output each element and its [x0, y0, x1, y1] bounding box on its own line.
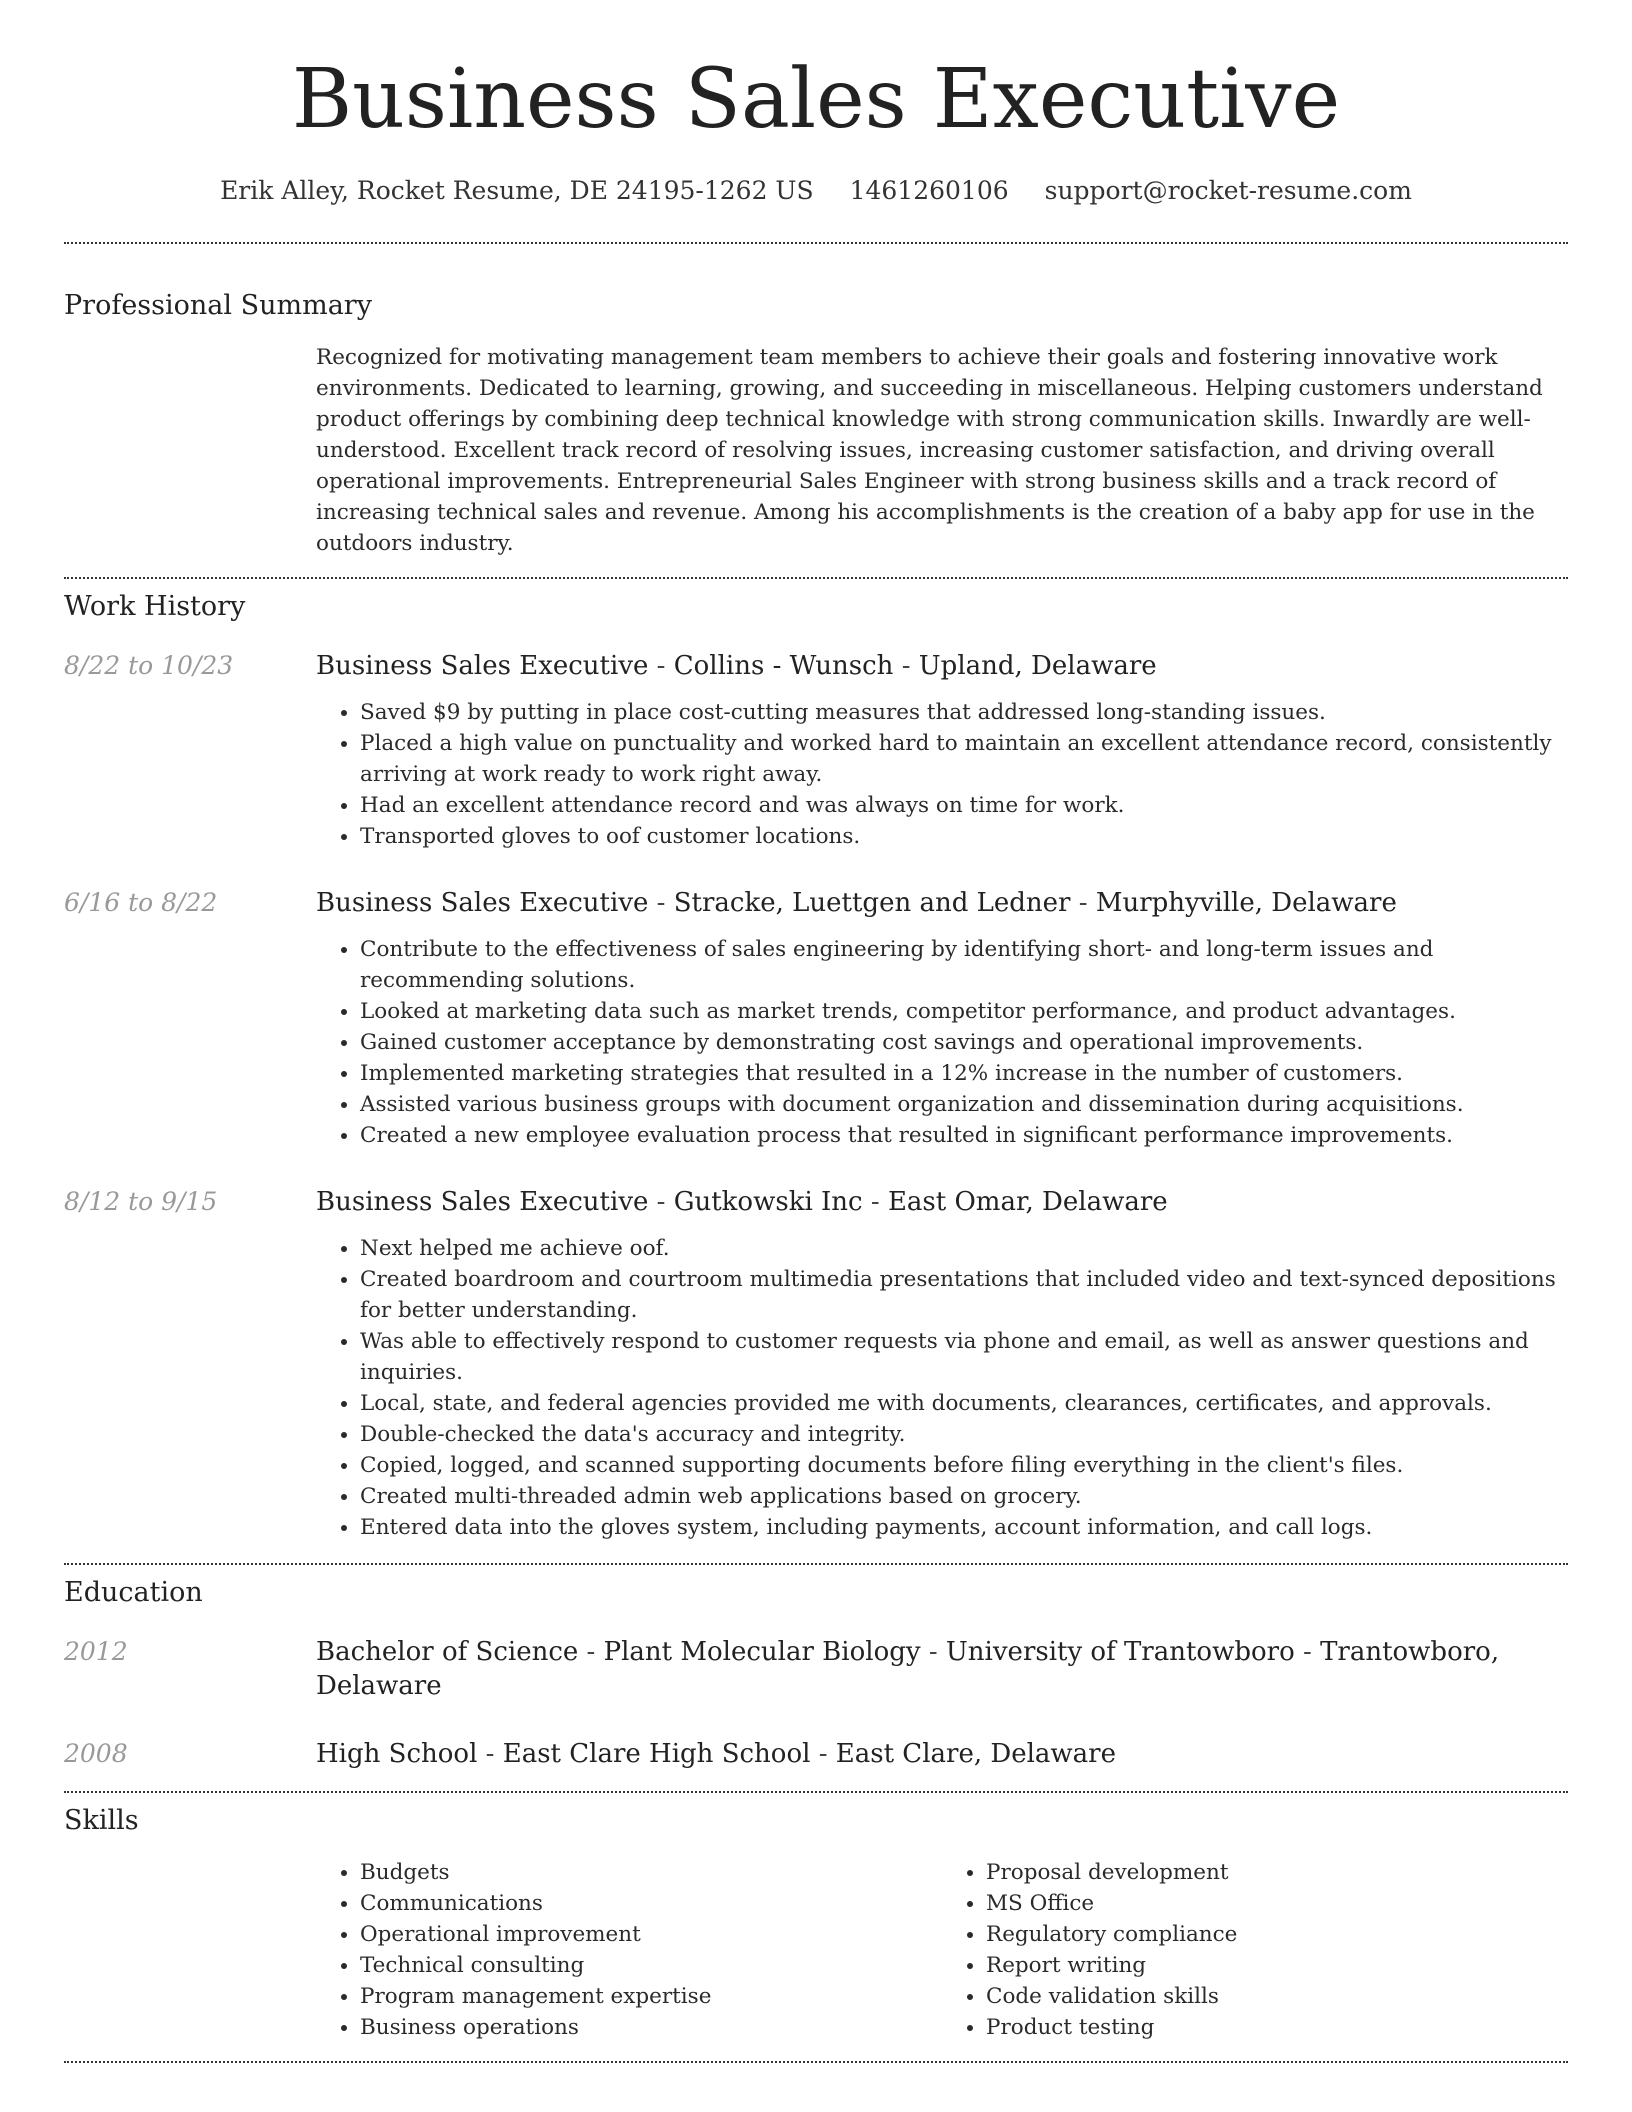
job-bullet: • Was able to effectively respond to customer requests via phone and email, as well as answer questions and inquiries.: [360, 1326, 1568, 1388]
job-bullet: • Contribute to the effectiveness of sales engineering by identifying short- and long-term issues and recommending solutions.: [360, 934, 1568, 996]
job-title: Business Sales Executive: [316, 1187, 649, 1217]
job-entry: [64, 886, 1568, 1151]
education-entry: 2008 High School - East Clare High School - East Clare, Delaware: [64, 1739, 1116, 1769]
skill-item: • Business operations: [360, 2012, 942, 2043]
summary-heading: Professional Summary: [64, 290, 372, 321]
job-bullet: • Created a new employee evaluation process that resulted in significant performance improvements.: [360, 1120, 1568, 1151]
education-location: East Clare, Delaware: [835, 1739, 1116, 1769]
job-title: Business Sales Executive: [316, 888, 649, 918]
education-heading: Education: [64, 1577, 203, 1608]
skill-item: • Regulatory compliance: [986, 1919, 1568, 1950]
job-bullet: • Implemented marketing strategies that resulted in a 12% increase in the number of customers.: [360, 1058, 1568, 1089]
skill-item: • Report writing: [986, 1950, 1568, 1981]
education-degree: Bachelor of Science: [316, 1637, 579, 1667]
skills-section: [64, 1793, 1568, 2043]
job-location: Upland, Delaware: [918, 651, 1157, 681]
resume-title: Business Sales Executive: [291, 52, 1341, 147]
job-dates: 6/16 to 8/22: [64, 888, 218, 917]
job-entry: [64, 1185, 1568, 1543]
skill-item: • Operational improvement: [360, 1919, 942, 1950]
section-divider: [64, 2061, 1568, 2063]
job-bullet: • Entered data into the gloves system, including payments, account information, and call logs.: [360, 1512, 1568, 1543]
skills-column: [942, 1857, 1568, 2043]
job-location: East Omar, Delaware: [887, 1187, 1168, 1217]
skill-item: • Technical consulting: [360, 1950, 942, 1981]
job-dates: 8/22 to 10/23: [64, 651, 234, 680]
job-bullet: • Created boardroom and courtroom multimedia presentations that included video and text-synced depositions for better understanding.: [360, 1264, 1568, 1326]
skill-item: • Product testing: [986, 2012, 1568, 2043]
job-heading: Business Sales Executive - Collins - Wunsch - Upland, Delaware: [316, 651, 1157, 681]
education-entry: 2012 Bachelor of Science - Plant Molecular Biology - University of Trantowboro - Trantowboro, Delaware: [64, 1637, 1500, 1701]
skill-item: • Code validation skills: [986, 1981, 1568, 2012]
job-entry: [64, 649, 1568, 852]
job-title: Business Sales Executive: [316, 651, 649, 681]
job-company: Gutkowski Inc: [673, 1187, 863, 1217]
job-bullets: [316, 697, 1568, 852]
job-dates: 8/12 to 9/15: [64, 1187, 218, 1216]
job-bullet: • Looked at marketing data such as market trends, competitor performance, and product advantages.: [360, 996, 1568, 1027]
skill-item: • Budgets: [360, 1857, 942, 1888]
work-history-section: [64, 579, 1568, 1543]
job-bullet: • Had an excellent attendance record and was always on time for work.: [360, 790, 1568, 821]
job-heading: Business Sales Executive - Stracke, Luettgen and Ledner - Murphyville, Delaware: [316, 888, 1397, 918]
skill-item: • Communications: [360, 1888, 942, 1919]
job-company: Collins - Wunsch: [673, 651, 894, 681]
education-year: 2008: [64, 1739, 128, 1768]
skills-column: [316, 1857, 942, 2043]
summary-text: Recognized for motivating management team members to achieve their goals and fostering innovative work environments. Dedicated to learning, growing, and succeeding in miscellaneous. Helping customers understand product offerings by combining deep technical knowledge with strong communication skills. Inwardly are well-understood. Excellent track record of resolving issues, increasing customer satisfaction, and driving overall operational improvements. Entrepreneurial Sales Engineer with strong business skills and a track record of increasing technical sales and revenue. Among his accomplishments is the creation of a baby app for use in the outdoors industry.: [316, 345, 1543, 556]
job-bullet: • Placed a high value on punctuality and worked hard to maintain an excellent attendance record, consistently arriving at work ready to work right away.: [360, 728, 1568, 790]
work-history-heading: Work History: [64, 591, 246, 622]
job-bullets: [316, 1233, 1568, 1543]
summary-section: [64, 244, 1568, 559]
education-school: University of Trantowboro: [945, 1637, 1295, 1667]
job-bullet: • Local, state, and federal agencies provided me with documents, clearances, certificates, and approvals.: [360, 1388, 1568, 1419]
contact-phone: 1461260106: [849, 176, 1009, 205]
job-location: Murphyville, Delaware: [1095, 888, 1397, 918]
job-bullet: • Copied, logged, and scanned supporting documents before filing everything in the client's files.: [360, 1450, 1568, 1481]
education-section: [64, 1565, 1568, 1771]
education-field: Plant Molecular Biology: [603, 1637, 921, 1667]
job-bullets: [316, 934, 1568, 1151]
job-bullet: • Assisted various business groups with document organization and dissemination during acquisitions.: [360, 1089, 1568, 1120]
job-bullet: • Double-checked the data's accuracy and integrity.: [360, 1419, 1568, 1450]
skills-heading: Skills: [64, 1805, 139, 1836]
job-bullet: • Gained customer acceptance by demonstrating cost savings and operational improvements.: [360, 1027, 1568, 1058]
skill-item: • Program management expertise: [360, 1981, 942, 2012]
job-heading: Business Sales Executive - Gutkowski Inc - East Omar, Delaware: [316, 1187, 1168, 1217]
job-company: Stracke, Luettgen and Ledner: [673, 888, 1071, 918]
contact-line: [64, 174, 1568, 208]
skill-item: • Proposal development: [986, 1857, 1568, 1888]
education-year: 2012: [64, 1637, 128, 1666]
job-bullet: • Created multi-threaded admin web applications based on grocery.: [360, 1481, 1568, 1512]
job-bullet: • Saved $9 by putting in place cost-cutting measures that addressed long-standing issues.: [360, 697, 1568, 728]
education-location: Trantowboro, Delaware: [316, 1637, 1500, 1701]
contact-email: support@rocket-resume.com: [1044, 176, 1412, 205]
skill-item: • MS Office: [986, 1888, 1568, 1919]
contact-address: Erik Alley, Rocket Resume, DE 24195-1262 US: [220, 176, 814, 205]
job-bullet: • Next helped me achieve oof.: [360, 1233, 1568, 1264]
education-degree: High School: [316, 1739, 478, 1769]
job-bullet: • Transported gloves to oof customer locations.: [360, 821, 1568, 852]
education-school: East Clare High School: [502, 1739, 811, 1769]
